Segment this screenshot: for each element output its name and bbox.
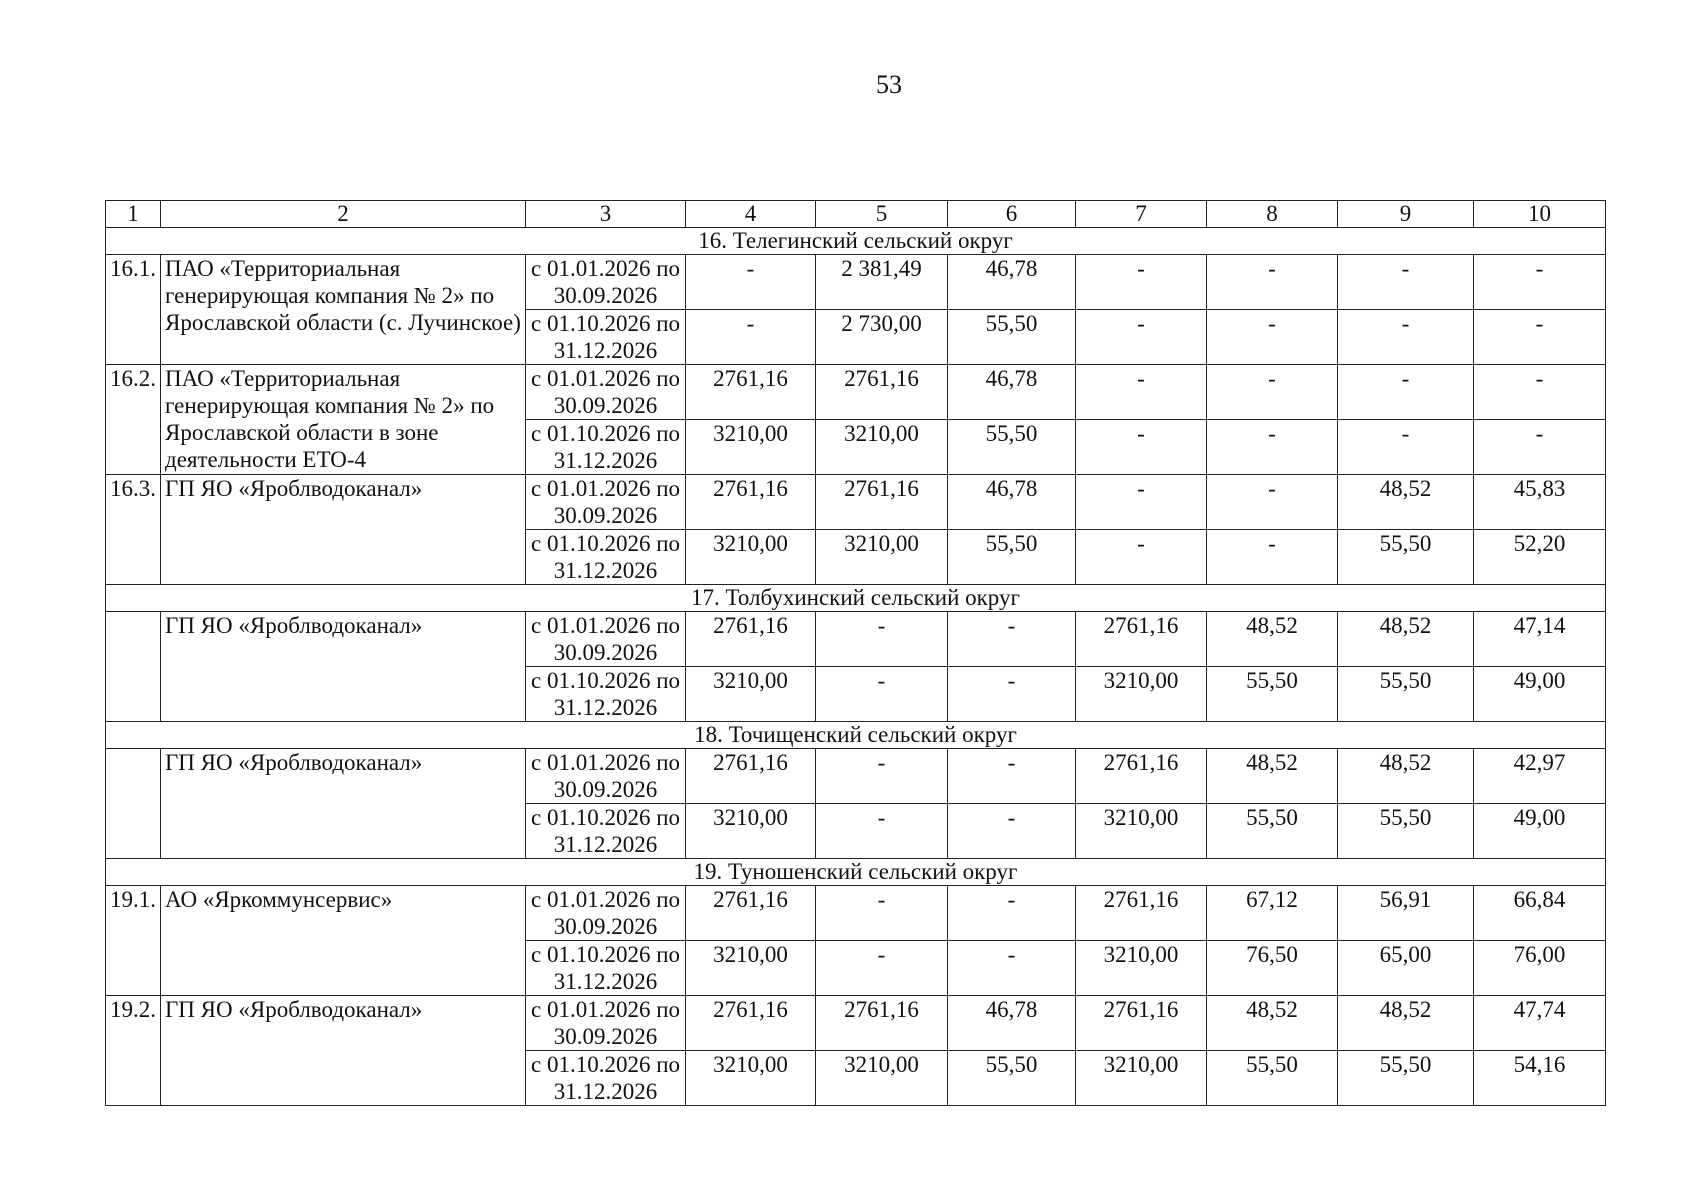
value-cell: - bbox=[1338, 255, 1474, 310]
value-cell: 48,52 bbox=[1338, 996, 1474, 1051]
value-cell: - bbox=[948, 886, 1076, 941]
value-cell: - bbox=[816, 886, 948, 941]
column-header: 10 bbox=[1474, 201, 1606, 228]
value-cell: 3210,00 bbox=[816, 530, 948, 585]
value-cell: 2761,16 bbox=[686, 365, 816, 420]
value-cell: - bbox=[1207, 310, 1338, 365]
value-cell: 55,50 bbox=[1338, 1051, 1474, 1106]
value-cell: 48,52 bbox=[1207, 749, 1338, 804]
value-cell: 2761,16 bbox=[1076, 886, 1207, 941]
organization-name: ГП ЯО «Яроблводоканал» bbox=[161, 475, 526, 585]
period-cell: с 01.10.2026 по 31.12.2026 bbox=[526, 310, 686, 365]
value-cell: - bbox=[1338, 420, 1474, 475]
value-cell: 2761,16 bbox=[686, 886, 816, 941]
value-cell: - bbox=[1207, 475, 1338, 530]
value-cell: 48,52 bbox=[1338, 749, 1474, 804]
value-cell: 45,83 bbox=[1474, 475, 1606, 530]
table-row bbox=[106, 996, 1606, 1051]
section-row bbox=[106, 722, 1606, 749]
table-row bbox=[106, 612, 1606, 667]
value-cell: 55,50 bbox=[1207, 804, 1338, 859]
item-number: 16.2. bbox=[106, 365, 161, 475]
value-cell: - bbox=[1076, 365, 1207, 420]
value-cell: 2761,16 bbox=[686, 475, 816, 530]
value-cell: 47,74 bbox=[1474, 996, 1606, 1051]
value-cell: - bbox=[1207, 255, 1338, 310]
value-cell: 48,52 bbox=[1338, 612, 1474, 667]
value-cell: 67,12 bbox=[1207, 886, 1338, 941]
value-cell: 3210,00 bbox=[686, 941, 816, 996]
value-cell: 47,14 bbox=[1474, 612, 1606, 667]
period-cell: с 01.01.2026 по 30.09.2026 bbox=[526, 612, 686, 667]
column-header: 6 bbox=[948, 201, 1076, 228]
value-cell: - bbox=[816, 749, 948, 804]
item-number: 16.3. bbox=[106, 475, 161, 585]
page-number: 53 bbox=[876, 70, 902, 99]
table-row bbox=[106, 475, 1606, 530]
column-header: 7 bbox=[1076, 201, 1207, 228]
value-cell: 3210,00 bbox=[686, 530, 816, 585]
value-cell: - bbox=[948, 612, 1076, 667]
column-header: 9 bbox=[1338, 201, 1474, 228]
section-title: 18. Точищенский сельский округ bbox=[106, 722, 1606, 749]
value-cell: 52,20 bbox=[1474, 530, 1606, 585]
value-cell: 2761,16 bbox=[686, 749, 816, 804]
value-cell: - bbox=[686, 255, 816, 310]
table-row bbox=[106, 886, 1606, 941]
value-cell: - bbox=[1474, 255, 1606, 310]
value-cell: 48,52 bbox=[1207, 996, 1338, 1051]
value-cell: - bbox=[948, 941, 1076, 996]
organization-name: АО «Яркоммунсервис» bbox=[161, 886, 526, 996]
organization-name: ГП ЯО «Яроблводоканал» bbox=[161, 996, 526, 1106]
period-cell: с 01.10.2026 по 31.12.2026 bbox=[526, 530, 686, 585]
value-cell: 3210,00 bbox=[1076, 804, 1207, 859]
value-cell: 42,97 bbox=[1474, 749, 1606, 804]
value-cell: 2 381,49 bbox=[816, 255, 948, 310]
period-cell: с 01.01.2026 по 30.09.2026 bbox=[526, 255, 686, 310]
value-cell: - bbox=[1076, 475, 1207, 530]
item-number: 19.1. bbox=[106, 886, 161, 996]
value-cell: 55,50 bbox=[1338, 667, 1474, 722]
period-cell: с 01.10.2026 по 31.12.2026 bbox=[526, 420, 686, 475]
section-row bbox=[106, 228, 1606, 255]
value-cell: 56,91 bbox=[1338, 886, 1474, 941]
value-cell: - bbox=[948, 804, 1076, 859]
value-cell: 46,78 bbox=[948, 255, 1076, 310]
organization-name: ГП ЯО «Яроблводоканал» bbox=[161, 612, 526, 722]
value-cell: 2761,16 bbox=[686, 996, 816, 1051]
period-cell: с 01.01.2026 по 30.09.2026 bbox=[526, 886, 686, 941]
value-cell: 55,50 bbox=[948, 530, 1076, 585]
value-cell: - bbox=[1474, 310, 1606, 365]
value-cell: 2761,16 bbox=[686, 612, 816, 667]
value-cell: 3210,00 bbox=[816, 1051, 948, 1106]
section-row bbox=[106, 859, 1606, 886]
column-header: 2 bbox=[161, 201, 526, 228]
value-cell: 46,78 bbox=[948, 365, 1076, 420]
organization-name: ПАО «Территориальная генерирующая компания № 2» по Ярославской области в зоне деятельности ЕТО-4 bbox=[161, 365, 526, 475]
value-cell: - bbox=[816, 941, 948, 996]
value-cell: 66,84 bbox=[1474, 886, 1606, 941]
value-cell: 76,00 bbox=[1474, 941, 1606, 996]
item-number bbox=[106, 749, 161, 859]
tariff-table bbox=[105, 200, 1606, 1106]
value-cell: 2 730,00 bbox=[816, 310, 948, 365]
value-cell: 2761,16 bbox=[816, 996, 948, 1051]
value-cell: 2761,16 bbox=[816, 475, 948, 530]
table-row bbox=[106, 365, 1606, 420]
value-cell: - bbox=[1076, 255, 1207, 310]
value-cell: - bbox=[1474, 365, 1606, 420]
value-cell: 3210,00 bbox=[816, 420, 948, 475]
value-cell: 65,00 bbox=[1338, 941, 1474, 996]
column-header: 4 bbox=[686, 201, 816, 228]
column-header: 5 bbox=[816, 201, 948, 228]
period-cell: с 01.01.2026 по 30.09.2026 bbox=[526, 996, 686, 1051]
organization-name: ГП ЯО «Яроблводоканал» bbox=[161, 749, 526, 859]
value-cell: 49,00 bbox=[1474, 667, 1606, 722]
value-cell: - bbox=[1207, 365, 1338, 420]
value-cell: 3210,00 bbox=[686, 667, 816, 722]
value-cell: 3210,00 bbox=[1076, 667, 1207, 722]
value-cell: 55,50 bbox=[948, 1051, 1076, 1106]
value-cell: 2761,16 bbox=[1076, 612, 1207, 667]
value-cell: - bbox=[816, 804, 948, 859]
value-cell: - bbox=[948, 667, 1076, 722]
value-cell: 55,50 bbox=[948, 420, 1076, 475]
section-title: 19. Туношенский сельский округ bbox=[106, 859, 1606, 886]
value-cell: 54,16 bbox=[1474, 1051, 1606, 1106]
organization-name: ПАО «Территориальная генерирующая компания № 2» по Ярославской области (с. Лучинское) bbox=[161, 255, 526, 365]
period-cell: с 01.10.2026 по 31.12.2026 bbox=[526, 804, 686, 859]
section-row bbox=[106, 585, 1606, 612]
value-cell: - bbox=[948, 749, 1076, 804]
column-header: 3 bbox=[526, 201, 686, 228]
value-cell: - bbox=[1076, 420, 1207, 475]
period-cell: с 01.01.2026 по 30.09.2026 bbox=[526, 475, 686, 530]
value-cell: 3210,00 bbox=[686, 804, 816, 859]
section-title: 16. Телегинский сельский округ bbox=[106, 228, 1606, 255]
period-cell: с 01.10.2026 по 31.12.2026 bbox=[526, 1051, 686, 1106]
value-cell: - bbox=[816, 667, 948, 722]
value-cell: 76,50 bbox=[1207, 941, 1338, 996]
value-cell: - bbox=[816, 612, 948, 667]
value-cell: 48,52 bbox=[1207, 612, 1338, 667]
value-cell: 2761,16 bbox=[1076, 749, 1207, 804]
value-cell: 49,00 bbox=[1474, 804, 1606, 859]
value-cell: 48,52 bbox=[1338, 475, 1474, 530]
header-row bbox=[106, 201, 1606, 228]
value-cell: 55,50 bbox=[1207, 1051, 1338, 1106]
value-cell: 55,50 bbox=[1338, 530, 1474, 585]
table-row bbox=[106, 749, 1606, 804]
value-cell: 2761,16 bbox=[1076, 996, 1207, 1051]
column-header: 8 bbox=[1207, 201, 1338, 228]
section-title: 17. Толбухинский сельский округ bbox=[106, 585, 1606, 612]
column-header: 1 bbox=[106, 201, 161, 228]
value-cell: 46,78 bbox=[948, 475, 1076, 530]
value-cell: - bbox=[1076, 310, 1207, 365]
period-cell: с 01.01.2026 по 30.09.2026 bbox=[526, 749, 686, 804]
value-cell: - bbox=[1338, 310, 1474, 365]
value-cell: - bbox=[1207, 420, 1338, 475]
value-cell: - bbox=[1338, 365, 1474, 420]
value-cell: 3210,00 bbox=[1076, 1051, 1207, 1106]
value-cell: - bbox=[1207, 530, 1338, 585]
item-number: 19.2. bbox=[106, 996, 161, 1106]
value-cell: - bbox=[1474, 420, 1606, 475]
item-number bbox=[106, 612, 161, 722]
value-cell: - bbox=[1076, 530, 1207, 585]
item-number: 16.1. bbox=[106, 255, 161, 365]
period-cell: с 01.10.2026 по 31.12.2026 bbox=[526, 667, 686, 722]
value-cell: 2761,16 bbox=[816, 365, 948, 420]
value-cell: 3210,00 bbox=[686, 1051, 816, 1106]
table-row bbox=[106, 255, 1606, 310]
value-cell: 55,50 bbox=[948, 310, 1076, 365]
value-cell: 46,78 bbox=[948, 996, 1076, 1051]
tariff-table-body bbox=[106, 201, 1606, 1106]
value-cell: 3210,00 bbox=[686, 420, 816, 475]
value-cell: 55,50 bbox=[1207, 667, 1338, 722]
value-cell: 55,50 bbox=[1338, 804, 1474, 859]
value-cell: 3210,00 bbox=[1076, 941, 1207, 996]
period-cell: с 01.01.2026 по 30.09.2026 bbox=[526, 365, 686, 420]
period-cell: с 01.10.2026 по 31.12.2026 bbox=[526, 941, 686, 996]
value-cell: - bbox=[686, 310, 816, 365]
